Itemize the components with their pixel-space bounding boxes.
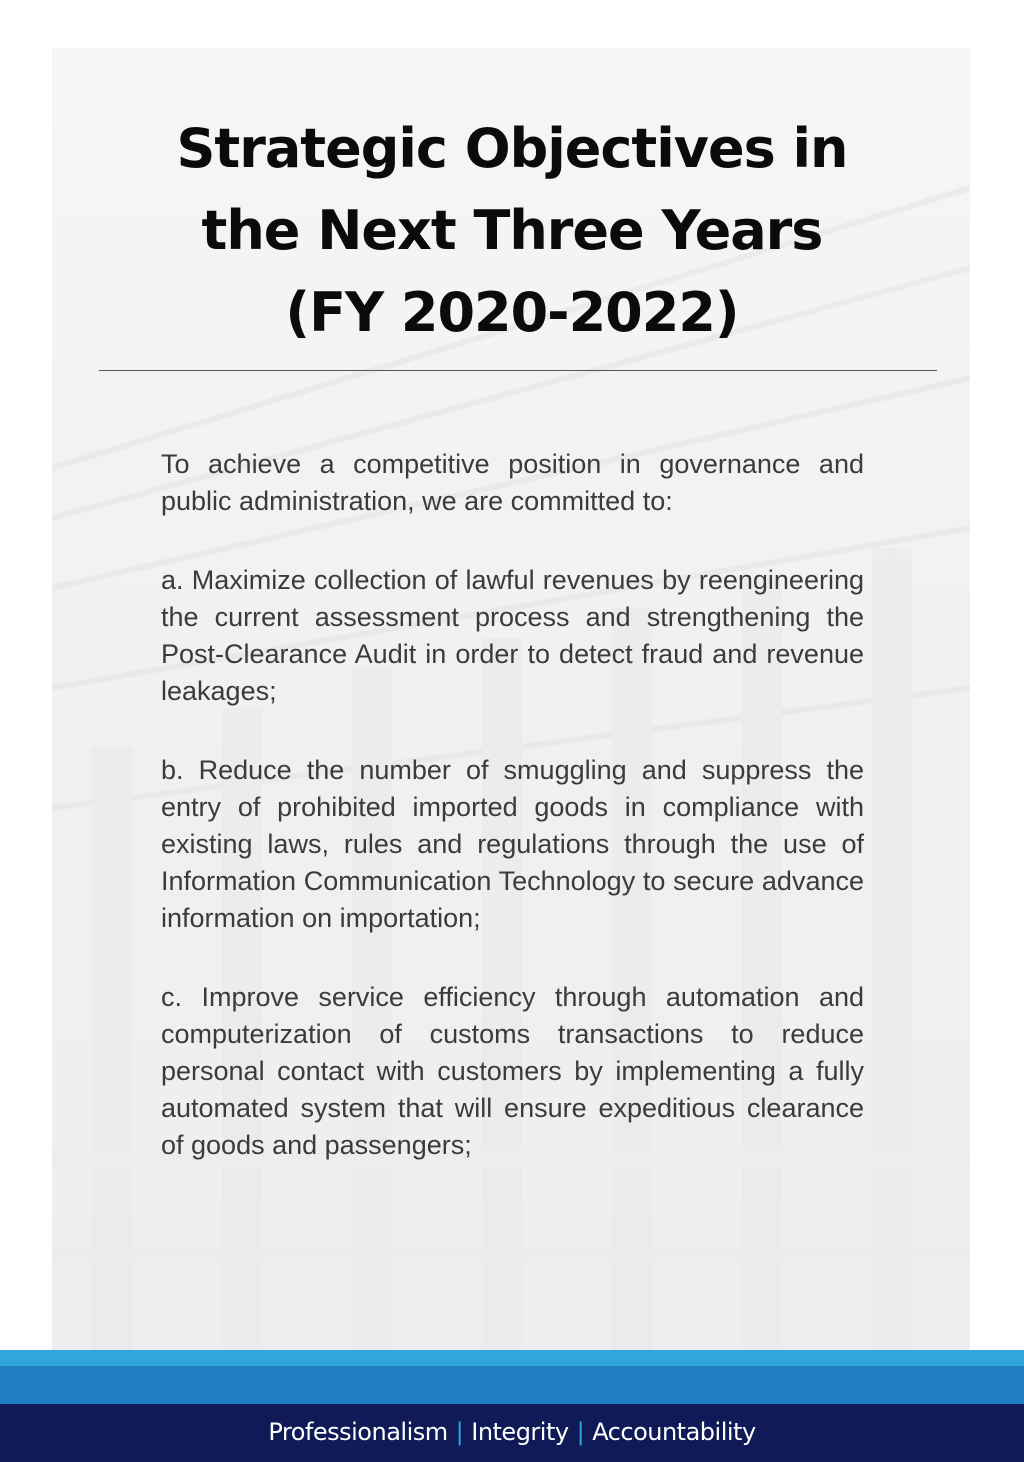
page-title xyxy=(142,108,882,354)
page-panel xyxy=(52,48,970,1350)
objective-c: c. Improve service efficiency through automation and computerization of customs transactions to reduce personal contact with customers by implementing a fully automated system that will ensure expeditious clearance of goods and passengers; xyxy=(161,982,864,1160)
footer-mid-band xyxy=(0,1366,1024,1404)
motto-professionalism: Professionalism xyxy=(268,1418,448,1446)
intro-paragraph: To achieve a competitive position in governance and public administration, we are committed to: xyxy=(161,449,864,516)
title-divider xyxy=(99,370,937,371)
motto-integrity: Integrity xyxy=(471,1418,569,1446)
title-line-2: the Next Three Years xyxy=(201,199,823,262)
title-line-1: Strategic Objectives in xyxy=(176,117,848,180)
objective-b: b. Reduce the number of smuggling and suppress the entry of prohibited imported goods in compliance with existing laws, rules and regulations through the use of Information Communication Technology to secure advance information on importation; xyxy=(161,755,864,933)
footer-light-band xyxy=(0,1350,1024,1366)
objective-a: a. Maximize collection of lawful revenues by reengineering the current assessment process and strengthening the Post-Clearance Audit in order to detect fraud and revenue leakages; xyxy=(161,565,864,706)
motto-accountability: Accountability xyxy=(592,1418,756,1446)
objectives-body xyxy=(161,446,864,1206)
footer-motto xyxy=(0,1416,1024,1448)
motto-separator: | xyxy=(455,1418,464,1446)
motto-separator: | xyxy=(576,1418,585,1446)
title-line-3: (FY 2020-2022) xyxy=(285,281,739,344)
